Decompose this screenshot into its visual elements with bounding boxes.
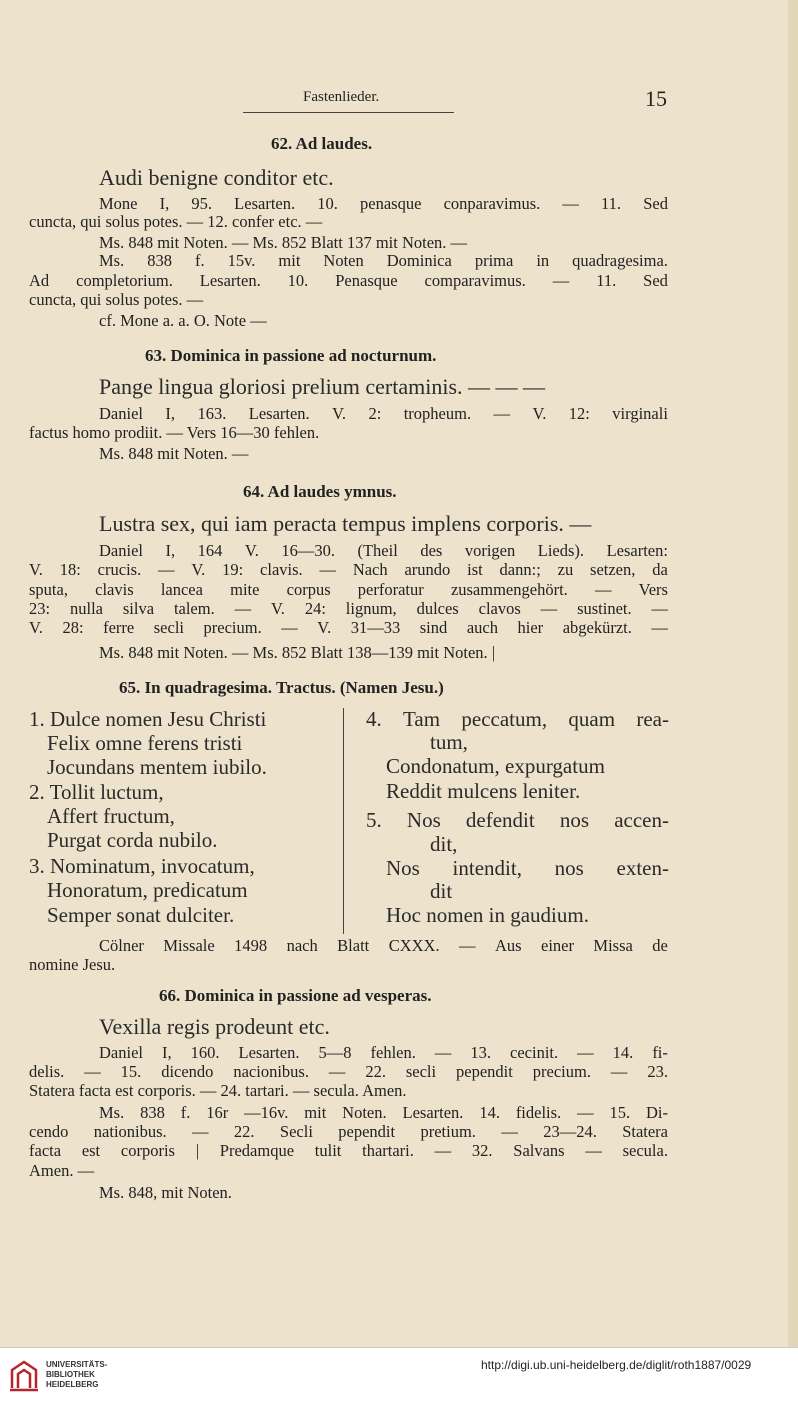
page-number: 15: [645, 86, 667, 111]
verse-line: Affert fructum,: [47, 804, 175, 828]
text-line: cuncta, qui solus potes. —: [29, 290, 204, 309]
library-name-line: UNIVERSITÄTS-: [46, 1360, 108, 1369]
verse-line: 5. Nos defendit nos accen-: [366, 808, 669, 832]
verse-line: Jocundans mentem iubilo.: [47, 755, 267, 779]
text-line: Cölner Missale 1498 nach Blatt CXXX. — Aus einer Missa de: [99, 936, 668, 955]
heading-64: 64. Ad laudes ymnus.: [243, 482, 397, 501]
text-line: cendo nationibus. — 22. Secli pependit pretium. — 23—24. Statera: [29, 1122, 668, 1141]
verse-line: dit,: [430, 832, 458, 856]
library-logo-icon: [8, 1358, 40, 1392]
column-divider: [343, 708, 344, 934]
text-line: Mone I, 95. Lesarten. 10. penasque conparavimus. — 11. Sed: [99, 194, 668, 213]
text-line: Amen. —: [29, 1161, 95, 1180]
heading-66: 66. Dominica in passione ad vesperas.: [159, 986, 432, 1005]
verse-line: Hoc nomen in gaudium.: [386, 903, 589, 927]
text-line: Daniel I, 160. Lesarten. 5—8 fehlen. — 13. cecinit. — 14. fi-: [99, 1043, 668, 1062]
text-line: Statera facta est corporis. — 24. tartari. — secula. Amen.: [29, 1081, 407, 1100]
verse-line: Purgat corda nubilo.: [47, 828, 218, 852]
text-line: facta est corporis | Predamque tulit thartari. — 32. Salvans — secula.: [29, 1141, 668, 1160]
text-line: V. 28: ferre secli precium. — V. 31—33 sind auch hier abgekürzt. —: [29, 618, 668, 637]
text-line: sputa, clavis lancea mite corpus perforatur zusammengehört. — Vers: [29, 580, 668, 599]
library-name-line: HEIDELBERG: [46, 1380, 99, 1389]
text-line: Ms. 848 mit Noten. — Ms. 852 Blatt 137 mit Noten. —: [99, 233, 468, 252]
running-head: Fastenlieder.: [303, 89, 380, 105]
text-line: factus homo prodiit. — Vers 16—30 fehlen.: [29, 423, 320, 442]
verse-line: 1. Dulce nomen Jesu Christi: [29, 707, 267, 731]
verse-line: Condonatum, expurgatum: [386, 754, 605, 778]
text-line: Ms. 848 mit Noten. —: [99, 444, 249, 463]
verse-line: Honoratum, predicatum: [47, 878, 248, 902]
page-edge-shadow: [788, 0, 798, 1347]
text-line: cuncta, qui solus potes. — 12. confer etc. —: [29, 212, 323, 231]
text-line: Ms. 838 f. 16r —16v. mit Noten. Lesarten. 14. fidelis. — 15. Di-: [99, 1103, 668, 1122]
text-line: Daniel I, 164 V. 16—30. (Theil des vorigen Lieds). Lesarten:: [99, 541, 668, 560]
text-line: nomine Jesu.: [29, 955, 116, 974]
text-line: Ms. 838 f. 15v. mit Noten Dominica prima in quadragesima.: [99, 251, 668, 270]
incipit-66: Vexilla regis prodeunt etc.: [99, 1014, 330, 1039]
text-line: cf. Mone a. a. O. Note —: [99, 311, 267, 330]
incipit-62: Audi benigne conditor etc.: [99, 165, 334, 190]
library-name-line: BIBLIOTHEK: [46, 1370, 95, 1379]
heading-62: 62. Ad laudes.: [271, 134, 373, 153]
text-line: 23: nulla silva talem. — V. 24: lignum, dulces clavos — sustinet. —: [29, 599, 668, 618]
verse-line: Semper sonat dulciter.: [47, 903, 235, 927]
text-line: Ad completorium. Lesarten. 10. Penasque comparavimus. — 11. Sed: [29, 271, 668, 290]
verse-line: tum,: [430, 730, 468, 754]
heading-63: 63. Dominica in passione ad nocturnum.: [145, 346, 437, 365]
verse-line: Felix omne ferens tristi: [47, 731, 243, 755]
verse-line: 4. Tam peccatum, quam rea-: [366, 707, 669, 731]
text-line: Daniel I, 163. Lesarten. V. 2: tropheum. — V. 12: virginali: [99, 404, 668, 423]
library-name: [46, 1360, 107, 1390]
running-head-rule: [243, 112, 454, 113]
heading-65: 65. In quadragesima. Tractus. (Namen Jesu.): [119, 678, 444, 697]
verse-line: 3. Nominatum, invocatum,: [29, 854, 255, 878]
text-line: Ms. 848 mit Noten. — Ms. 852 Blatt 138—139 mit Noten. |: [99, 643, 496, 662]
verse-line: dit: [430, 879, 453, 903]
verse-line: Nos intendit, nos exten-: [386, 856, 669, 880]
viewer-footer: [0, 1347, 798, 1404]
permalink-url[interactable]: http://digi.ub.uni-heidelberg.de/diglit/roth1887/0029: [481, 1358, 752, 1372]
verse-line: 2. Tollit luctum,: [29, 780, 164, 804]
text-line: V. 18: crucis. — V. 19: clavis. — Nach arundo ist dann:; zu setzen, da: [29, 560, 668, 579]
text-line: delis. — 15. dicendo nacionibus. — 22. secli pependit precium. — 23.: [29, 1062, 668, 1081]
text-line: Ms. 848, mit Noten.: [99, 1183, 232, 1202]
incipit-63: Pange lingua gloriosi prelium certaminis. — — —: [99, 374, 546, 399]
incipit-64: Lustra sex, qui iam peracta tempus implens corporis. —: [99, 511, 592, 536]
verse-line: Reddit mulcens leniter.: [386, 779, 581, 803]
